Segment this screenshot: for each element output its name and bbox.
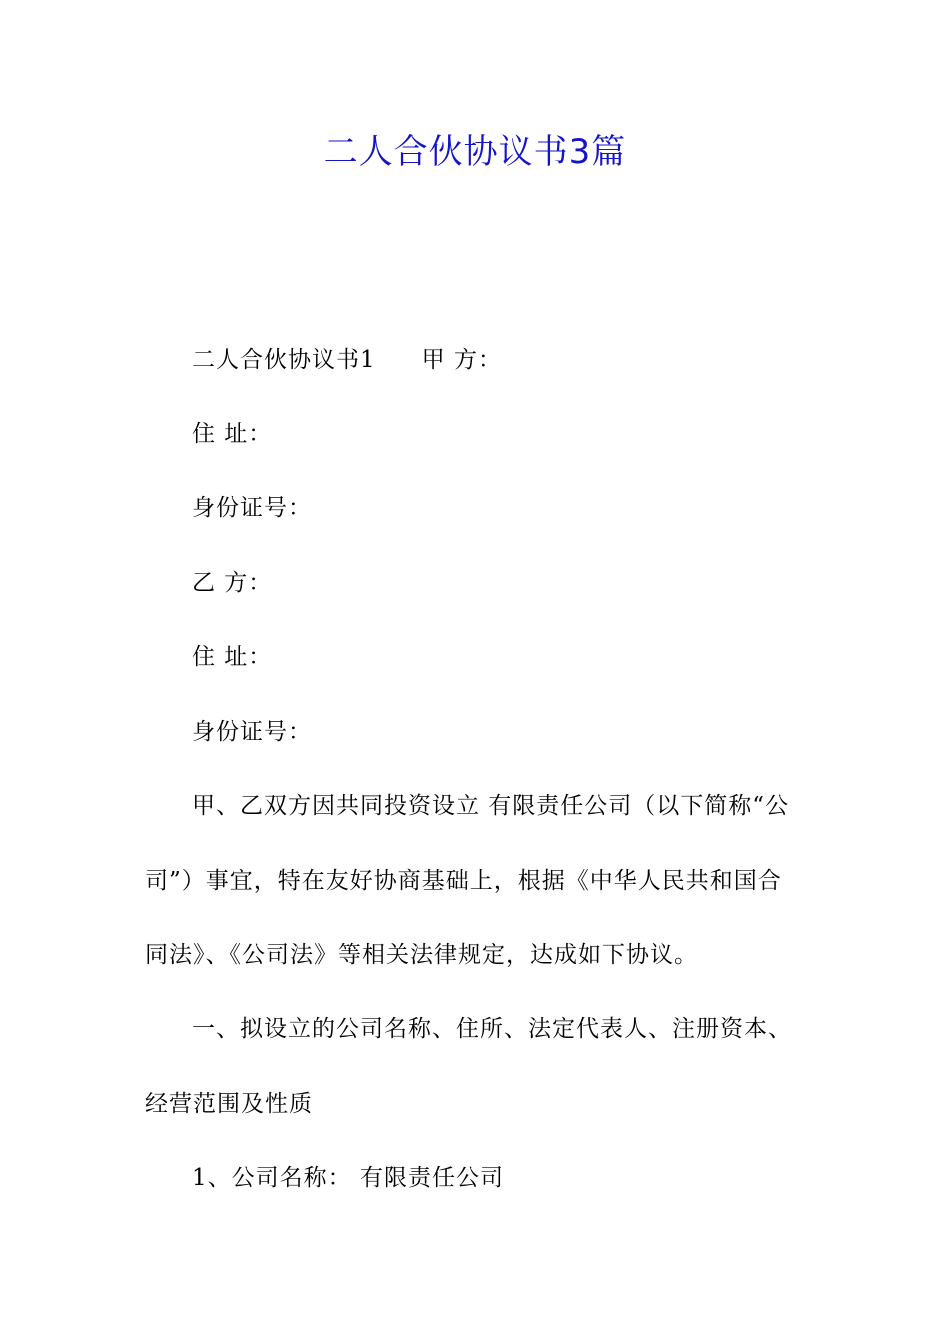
company-name-line: 1、公司名称： 有限责任公司 bbox=[192, 1165, 504, 1191]
document-title: 二人合伙协议书3篇 bbox=[323, 132, 627, 172]
party-b-label: 乙 方： bbox=[192, 570, 273, 596]
party-b-id-number: 身份证号： bbox=[192, 719, 312, 745]
clause-heading-line: 经营范围及性质 bbox=[145, 1091, 313, 1117]
party-a-address: 住 址： bbox=[192, 421, 273, 447]
paragraph-line: 司”）事宜，特在友好协商基础上，根据《中华人民共和国合 bbox=[145, 868, 782, 894]
paragraph-line: 同法》、《公司法》等相关法律规定，达成如下协议。 bbox=[145, 942, 698, 968]
section-heading: 二人合伙协议书1 bbox=[192, 347, 376, 373]
party-b-address: 住 址： bbox=[192, 644, 273, 670]
party-a-label: 甲 方： bbox=[421, 347, 502, 373]
first-line bbox=[192, 344, 862, 376]
paragraph-line: 甲、乙双方因共同投资设立 有限责任公司（以下简称“公 bbox=[192, 793, 790, 819]
clause-heading-line: 一、拟设立的公司名称、住所、法定代表人、注册资本、 bbox=[192, 1016, 792, 1042]
party-a-id-number: 身份证号： bbox=[192, 495, 312, 521]
